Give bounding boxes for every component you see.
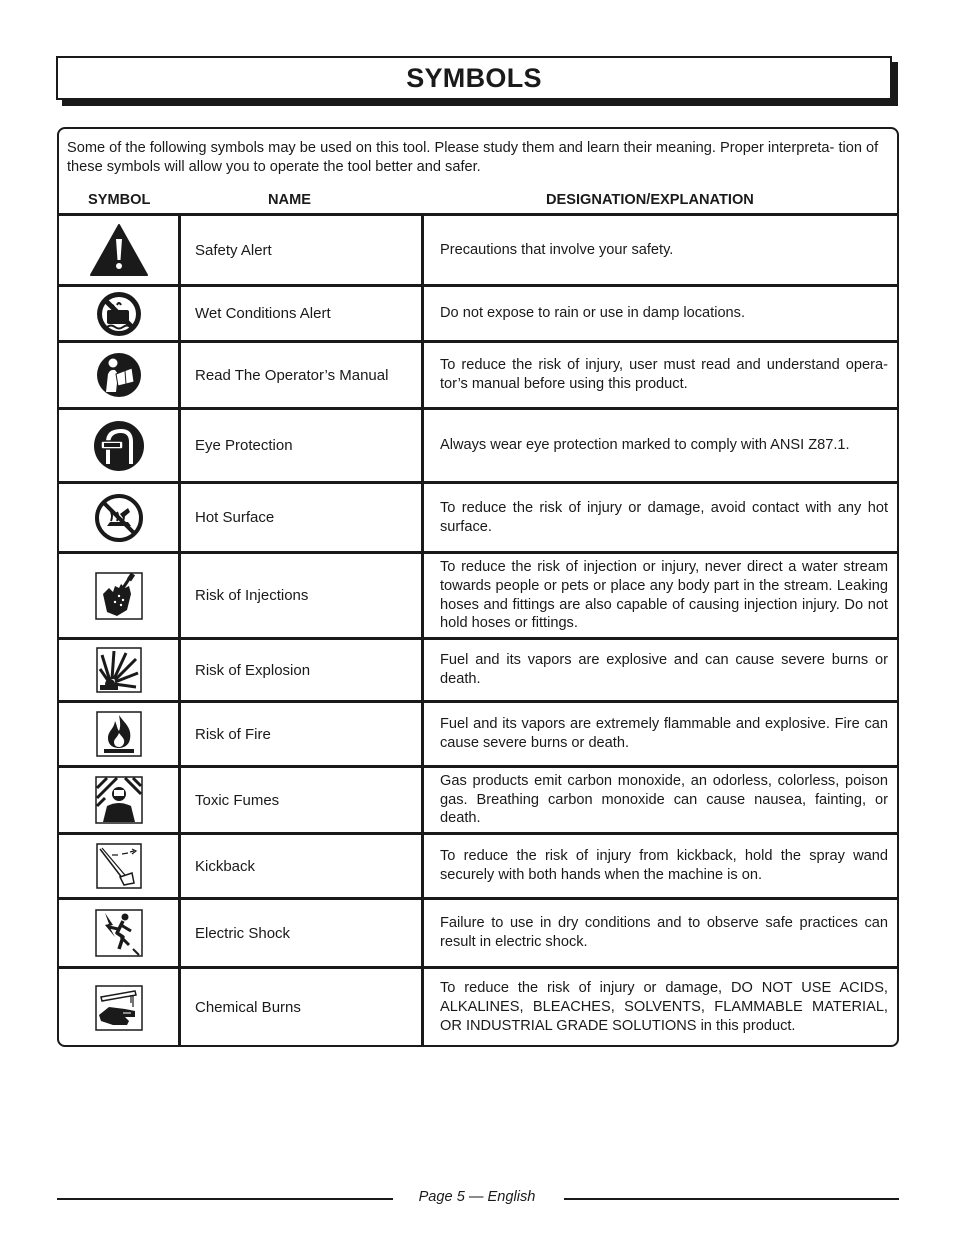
table-row: [59, 900, 898, 966]
table-row: [59, 484, 898, 551]
safety-alert-icon: [59, 216, 179, 284]
intro-text: Some of the following symbols may be used on this tool. Please study them and learn their meaning. Proper interpreta- tion of these symbols will allow you to operate the tool better and safer.: [67, 140, 879, 175]
symbol-name: Toxic Fumes: [195, 791, 280, 809]
table-row: [59, 410, 898, 481]
symbol-name: Risk of Injections: [195, 587, 309, 604]
symbol-description: Fuel and its vapors are extremely flammable and explosive. Fire can cause severe burns or death.: [440, 716, 888, 751]
page-title-box: [56, 56, 892, 100]
symbol-name: Wet Conditions Alert: [195, 305, 331, 322]
kickback-icon: [59, 835, 179, 897]
symbol-name: Electric Shock: [195, 924, 291, 942]
symbol-description: Failure to use in dry conditions and to observe safe practices can result in electric shock.: [440, 915, 888, 950]
column-header-designation: DESIGNATION/EXPLANATION: [546, 192, 754, 208]
symbol-description: To reduce the risk of injury or damage, DO NOT USE ACIDS, ALKALINES, BLEACHES, SOLVENTS, FLAMMABLE MATERIAL, OR INDUSTRIAL GRADE SOLUTIONS in this product.: [440, 980, 888, 1034]
symbol-name: Hot Surface: [195, 509, 275, 526]
eye-protection-icon: [59, 410, 179, 481]
symbol-name: Risk of Fire: [195, 725, 271, 743]
symbol-description: To reduce the risk of injury, user must read and understand opera- tor’s manual before using this product.: [440, 357, 888, 392]
risk-of-fire-icon: [59, 703, 179, 765]
page-number: Page 5 — English: [418, 1189, 536, 1205]
symbol-name: Kickback: [195, 857, 256, 875]
table-row: [59, 768, 898, 832]
electric-shock-icon: [59, 900, 179, 966]
chemical-burns-icon: [59, 969, 179, 1046]
symbol-name: Eye Protection: [195, 437, 293, 454]
toxic-fumes-icon: [59, 768, 179, 832]
column-header-symbol: SYMBOL: [88, 192, 151, 208]
hot-surface-icon: [59, 484, 179, 551]
table-row: [59, 287, 898, 340]
symbol-description: Precautions that involve your safety.: [440, 241, 674, 258]
table-row: [59, 969, 898, 1046]
symbol-name: Read The Operator’s Manual: [195, 366, 389, 384]
table-row: [59, 216, 898, 284]
symbol-description: Fuel and its vapors are explosive and can cause severe burns or death.: [440, 652, 888, 687]
risk-of-injections-icon: [59, 554, 179, 637]
column-header-name: NAME: [268, 192, 311, 208]
symbol-description: Gas products emit carbon monoxide, an odorless, colorless, poison gas. Breathing carbon monoxide can cause nausea, fainting, or death.: [440, 772, 888, 827]
symbol-description: To reduce the risk of injury from kickback, hold the spray wand securely with both hands when the machine is on.: [440, 848, 888, 883]
symbol-name: Risk of Explosion: [195, 661, 311, 679]
risk-of-explosion-icon: [59, 640, 179, 700]
symbol-description: To reduce the risk of injection or injury, never direct a water stream towards people or pets or place any body part in the stream. Leaking hoses and fittings are also capable of causing injection injury. Do not hold hoses or fittings.: [440, 558, 888, 632]
symbol-description: To reduce the risk of injury or damage, avoid contact with any hot surface.: [440, 499, 888, 535]
wet-conditions-icon: [59, 287, 179, 340]
symbol-description: Do not expose to rain or use in damp locations.: [440, 305, 746, 322]
table-row: [59, 343, 898, 407]
symbols-panel: [57, 127, 899, 1047]
table-row: [59, 554, 898, 637]
table-row: [59, 703, 898, 765]
read-manual-icon: [59, 343, 179, 407]
symbol-name: Chemical Burns: [195, 999, 301, 1016]
symbol-description: Always wear eye protection marked to comply with ANSI Z87.1.: [440, 437, 850, 454]
page-title: SYMBOLS: [406, 62, 542, 93]
table-row: [59, 640, 898, 700]
symbol-name: Safety Alert: [195, 241, 272, 259]
table-row: [59, 835, 898, 897]
